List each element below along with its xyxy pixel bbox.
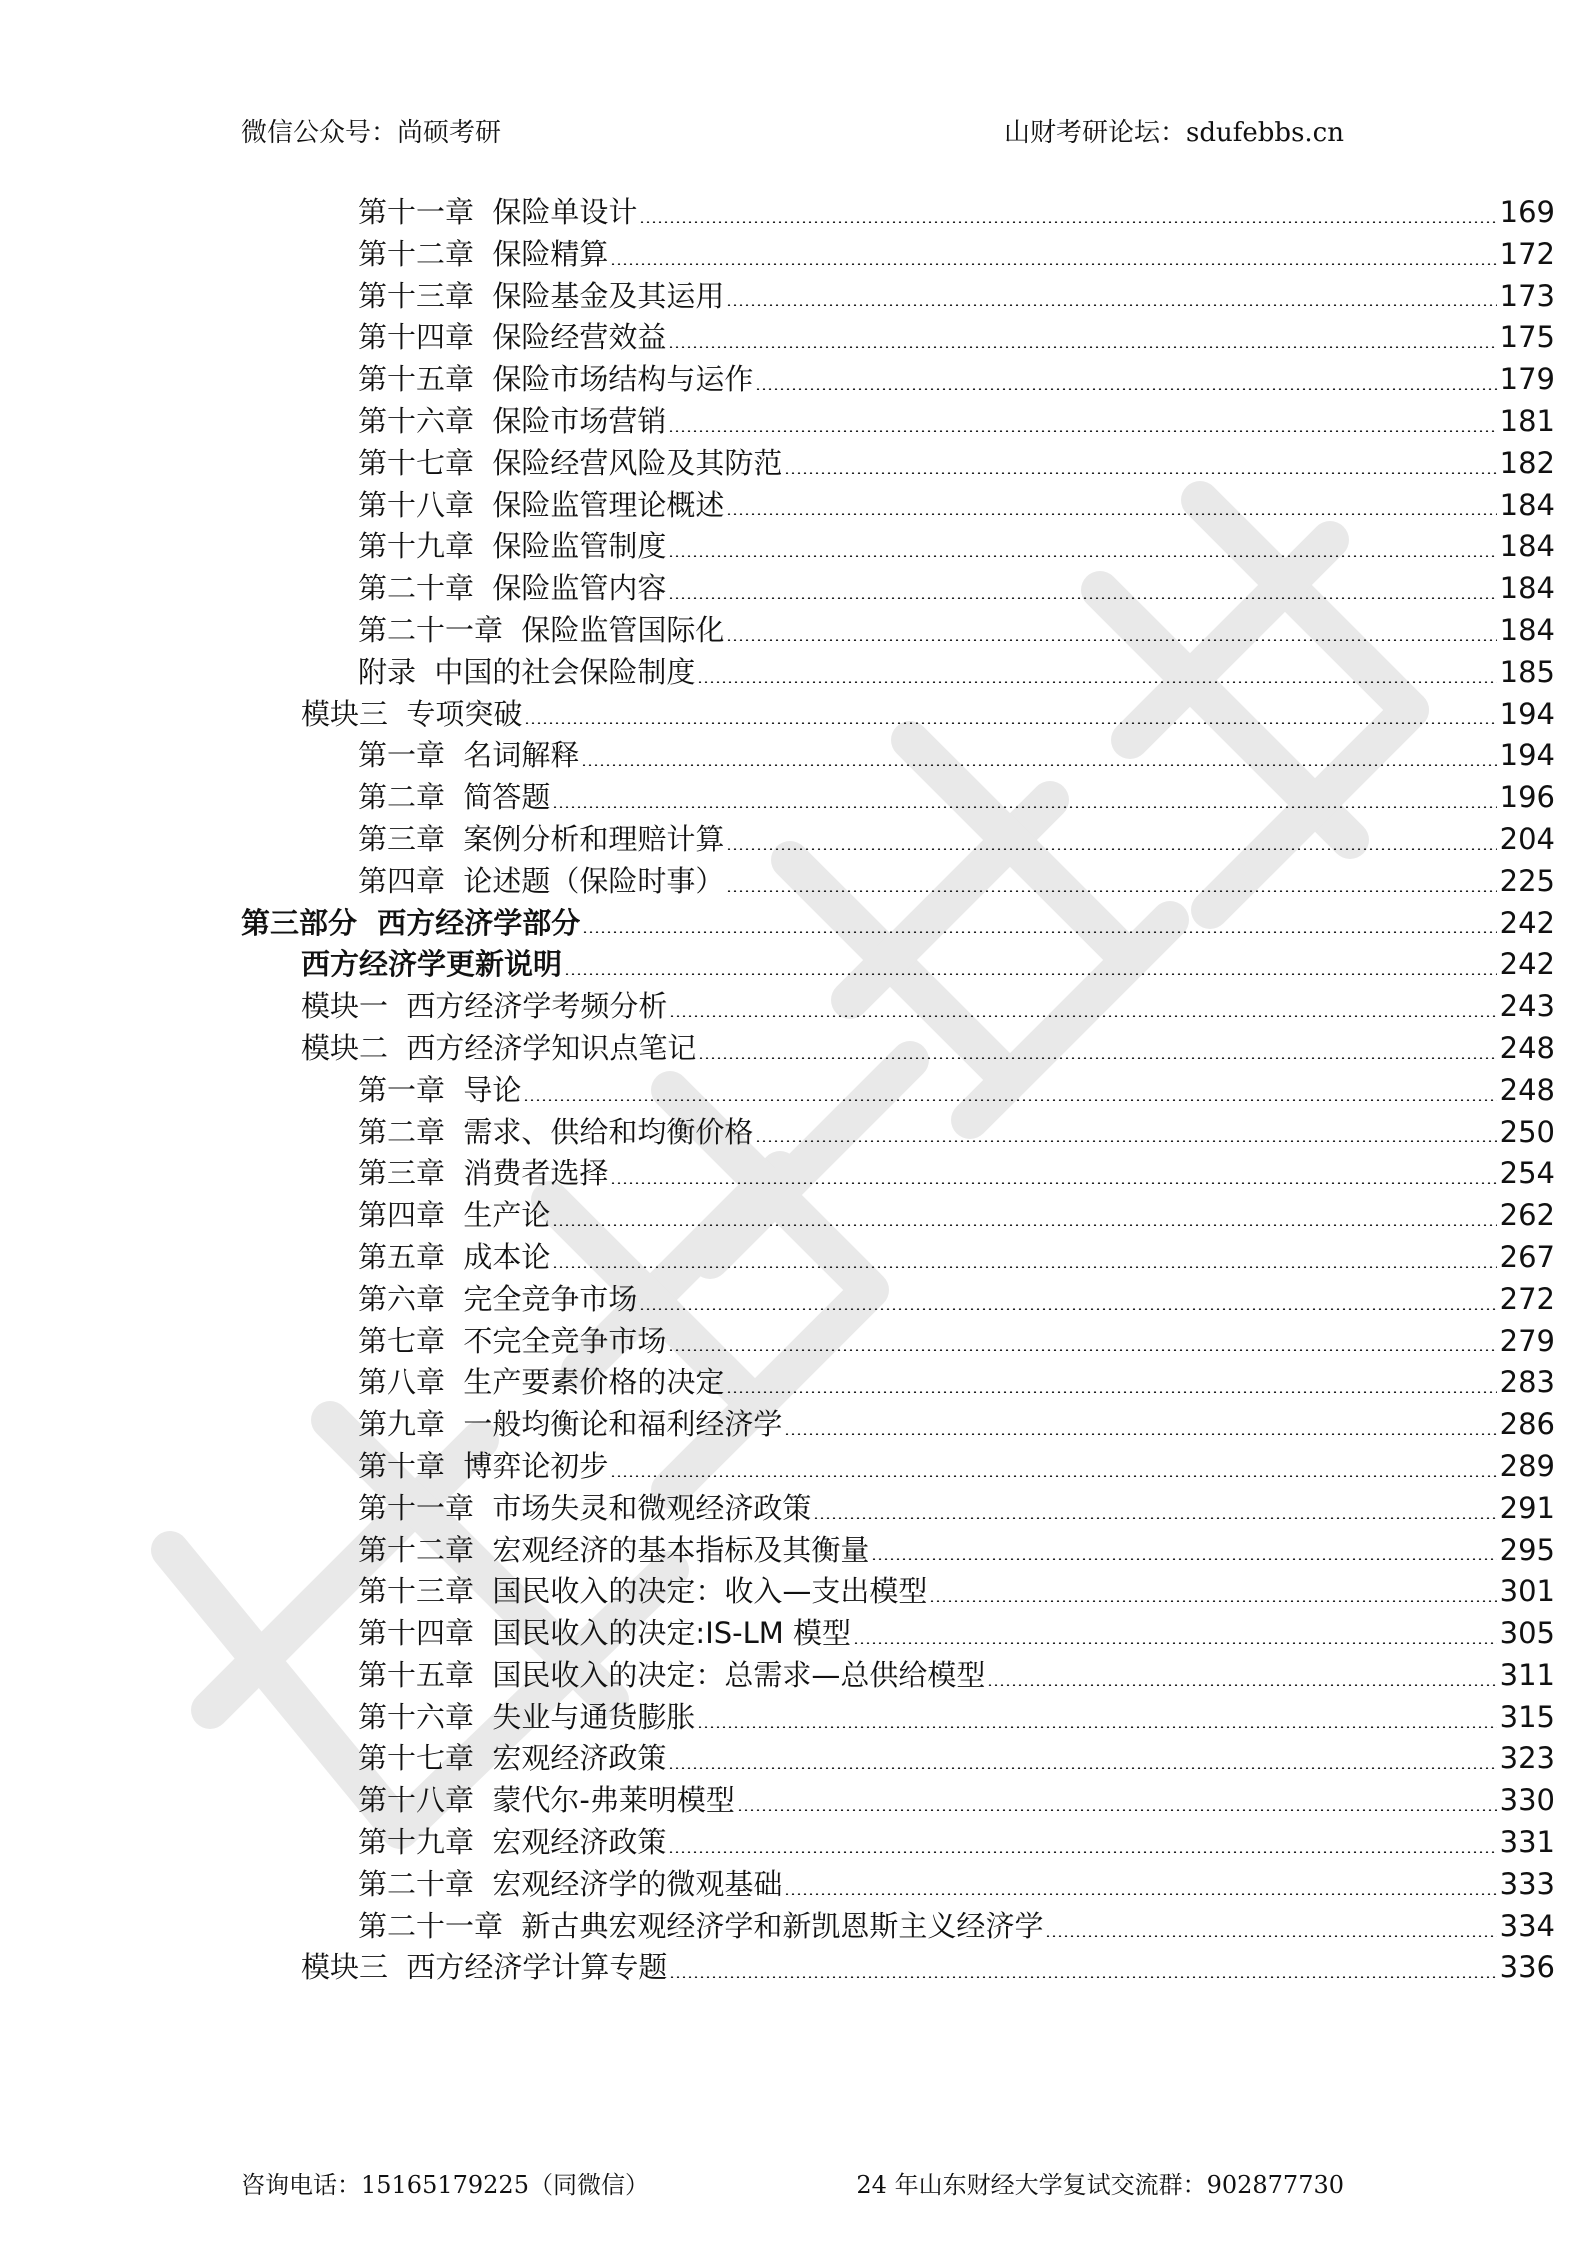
- toc-entry[interactable]: [0, 1488, 1587, 1530]
- toc-entry-page-number: 194: [1499, 738, 1555, 773]
- toc-entry[interactable]: [0, 192, 1587, 234]
- toc-entry-page-number: 330: [1499, 1783, 1555, 1818]
- toc-entry-title: 第十二章 宏观经济的基本指标及其衡量: [358, 1532, 870, 1567]
- toc-dot-leader: [853, 1642, 1497, 1644]
- toc-entry[interactable]: [0, 1446, 1587, 1488]
- toc-dot-leader: [784, 1893, 1497, 1895]
- toc-entry[interactable]: [0, 861, 1587, 903]
- toc-entry-title: 第十七章 宏观经济政策: [358, 1741, 667, 1776]
- toc-entry-title: 模块三 西方经济学计算专题: [301, 1950, 668, 1985]
- toc-entry-title: 第四章 生产论: [358, 1198, 551, 1233]
- toc-entry-title: 第二十一章 保险监管国际化: [358, 612, 725, 647]
- header-wechat-account: 微信公众号：尚硕考研: [241, 118, 502, 148]
- toc-entry-title: 第十四章 国民收入的决定:IS-LM 模型: [358, 1616, 852, 1651]
- toc-dot-leader: [929, 1600, 1497, 1602]
- toc-entry-title: 第十四章 保险经营效益: [358, 320, 667, 355]
- toc-entry-page-number: 301: [1499, 1574, 1555, 1609]
- toc-entry[interactable]: [0, 1906, 1587, 1948]
- table-of-contents: [0, 192, 1587, 1989]
- toc-entry[interactable]: [0, 276, 1587, 318]
- toc-dot-leader: [668, 1349, 1497, 1351]
- toc-entry-page-number: 286: [1499, 1407, 1555, 1442]
- toc-entry-page-number: 242: [1499, 905, 1555, 940]
- toc-entry[interactable]: [0, 1404, 1587, 1446]
- toc-entry-page-number: 185: [1499, 654, 1555, 689]
- toc-entry-page-number: 311: [1499, 1657, 1555, 1692]
- toc-entry[interactable]: [0, 1613, 1587, 1655]
- toc-entry-page-number: 175: [1499, 320, 1555, 355]
- toc-entry-title: 第二十章 保险监管内容: [358, 571, 667, 606]
- toc-dot-leader: [669, 1976, 1497, 1978]
- toc-entry-title: 第四章 论述题（保险时事）: [358, 863, 725, 898]
- toc-entry-title: 第十八章 蒙代尔-弗莱明模型: [358, 1783, 735, 1818]
- toc-dot-leader: [726, 848, 1497, 850]
- toc-entry-page-number: 248: [1499, 1030, 1555, 1065]
- toc-dot-leader: [639, 221, 1497, 223]
- footer-contact-phone: 咨询电话：15165179225（同微信）: [241, 2171, 649, 2199]
- toc-entry-page-number: 279: [1499, 1323, 1555, 1358]
- toc-entry-page-number: 262: [1499, 1198, 1555, 1233]
- toc-entry-title: 第二章 需求、供给和均衡价格: [358, 1114, 754, 1149]
- toc-entry[interactable]: [0, 317, 1587, 359]
- toc-dot-leader: [1045, 1935, 1497, 1937]
- toc-entry[interactable]: [0, 485, 1587, 527]
- toc-entry-title: 第三章 消费者选择: [358, 1156, 609, 1191]
- toc-entry-title: 第六章 完全竞争市场: [358, 1281, 638, 1316]
- toc-entry[interactable]: [0, 777, 1587, 819]
- toc-dot-leader: [726, 1391, 1497, 1393]
- toc-entry-title: 模块二 西方经济学知识点笔记: [301, 1030, 697, 1065]
- toc-entry-page-number: 184: [1499, 612, 1555, 647]
- toc-entry-page-number: 225: [1499, 863, 1555, 898]
- toc-entry-title: 模块一 西方经济学考频分析: [301, 989, 668, 1024]
- toc-entry[interactable]: [0, 1655, 1587, 1697]
- toc-entry-title: 第十五章 国民收入的决定：总需求—总供给模型: [358, 1657, 986, 1692]
- toc-entry[interactable]: [0, 1738, 1587, 1780]
- toc-entry[interactable]: [0, 735, 1587, 777]
- toc-entry-page-number: 334: [1499, 1908, 1555, 1943]
- toc-entry-page-number: 248: [1499, 1072, 1555, 1107]
- toc-dot-leader: [552, 1224, 1497, 1226]
- toc-entry-title: 第十九章 宏观经济政策: [358, 1825, 667, 1860]
- toc-dot-leader: [726, 890, 1497, 892]
- toc-dot-leader: [668, 1851, 1497, 1853]
- toc-entry-title: 第八章 生产要素价格的决定: [358, 1365, 725, 1400]
- page-footer: [241, 2165, 1344, 2205]
- toc-entry[interactable]: [0, 1153, 1587, 1195]
- toc-dot-leader: [698, 1057, 1497, 1059]
- toc-entry[interactable]: [0, 1780, 1587, 1822]
- toc-entry-page-number: 336: [1499, 1950, 1555, 1985]
- toc-entry-title: 附录 中国的社会保险制度: [358, 654, 696, 689]
- toc-entry-page-number: 173: [1499, 278, 1555, 313]
- toc-entry-page-number: 243: [1499, 989, 1555, 1024]
- toc-entry-page-number: 291: [1499, 1490, 1555, 1525]
- toc-dot-leader: [524, 722, 1497, 724]
- toc-dot-leader: [564, 973, 1497, 975]
- toc-entry-page-number: 184: [1499, 571, 1555, 606]
- toc-dot-leader: [552, 1266, 1497, 1268]
- toc-entry-page-number: 194: [1499, 696, 1555, 731]
- toc-entry-title: 第十二章 保险精算: [358, 236, 609, 271]
- toc-dot-leader: [552, 806, 1497, 808]
- toc-entry-page-number: 272: [1499, 1281, 1555, 1316]
- toc-dot-leader: [755, 388, 1497, 390]
- footer-exchange-group: 24 年山东财经大学复试交流群：902877730: [856, 2171, 1344, 2199]
- toc-dot-leader: [668, 346, 1497, 348]
- toc-dot-leader: [668, 430, 1497, 432]
- toc-entry-page-number: 283: [1499, 1365, 1555, 1400]
- toc-entry-title: 第五章 成本论: [358, 1239, 551, 1274]
- toc-entry-page-number: 323: [1499, 1741, 1555, 1776]
- toc-entry[interactable]: [0, 568, 1587, 610]
- toc-entry-page-number: 184: [1499, 487, 1555, 522]
- toc-dot-leader: [737, 1809, 1497, 1811]
- toc-entry-title: 第十章 博弈论初步: [358, 1448, 609, 1483]
- toc-dot-leader: [784, 472, 1497, 474]
- toc-entry-title: 第十三章 国民收入的决定：收入—支出模型: [358, 1574, 928, 1609]
- toc-dot-leader: [669, 1015, 1497, 1017]
- toc-dot-leader: [581, 764, 1497, 766]
- toc-entry[interactable]: [0, 1571, 1587, 1613]
- toc-entry[interactable]: [0, 401, 1587, 443]
- toc-entry-title: 第十五章 保险市场结构与运作: [358, 362, 754, 397]
- toc-entry-page-number: 305: [1499, 1616, 1555, 1651]
- toc-dot-leader: [639, 1308, 1497, 1310]
- toc-entry-title: 第二章 简答题: [358, 780, 551, 815]
- toc-entry-title: 第十六章 保险市场营销: [358, 403, 667, 438]
- toc-entry[interactable]: [0, 944, 1587, 986]
- toc-entry-page-number: 242: [1499, 947, 1555, 982]
- header-forum-site: 山财考研论坛：sdufebbs.cn: [1004, 118, 1344, 148]
- toc-entry[interactable]: [0, 694, 1587, 736]
- toc-dot-leader: [668, 597, 1497, 599]
- toc-dot-leader: [582, 931, 1497, 933]
- toc-dot-leader: [610, 1475, 1497, 1477]
- toc-entry[interactable]: [0, 1947, 1587, 1989]
- toc-entry-page-number: 267: [1499, 1239, 1555, 1274]
- toc-dot-leader: [726, 513, 1497, 515]
- toc-dot-leader: [610, 263, 1497, 265]
- toc-entry[interactable]: [0, 1070, 1587, 1112]
- toc-entry-page-number: 295: [1499, 1532, 1555, 1567]
- toc-entry[interactable]: [0, 903, 1587, 945]
- toc-entry[interactable]: [0, 1321, 1587, 1363]
- toc-entry-page-number: 204: [1499, 821, 1555, 856]
- toc-rows: [0, 192, 1587, 1989]
- toc-dot-leader: [987, 1684, 1497, 1686]
- toc-entry-title: 第十三章 保险基金及其运用: [358, 278, 725, 313]
- toc-dot-leader: [668, 555, 1497, 557]
- toc-dot-leader: [610, 1182, 1497, 1184]
- toc-entry[interactable]: [0, 526, 1587, 568]
- toc-entry[interactable]: [0, 986, 1587, 1028]
- toc-entry-title: 第十一章 保险单设计: [358, 195, 638, 229]
- toc-entry[interactable]: [0, 819, 1587, 861]
- toc-entry-page-number: 315: [1499, 1699, 1555, 1734]
- page-header: [241, 112, 1344, 152]
- toc-dot-leader: [755, 1140, 1497, 1142]
- toc-entry[interactable]: [0, 359, 1587, 401]
- toc-entry-page-number: 289: [1499, 1448, 1555, 1483]
- toc-entry-page-number: 179: [1499, 362, 1555, 397]
- toc-entry-title: 第一章 名词解释: [358, 738, 580, 773]
- toc-entry-page-number: 333: [1499, 1866, 1555, 1901]
- toc-dot-leader: [784, 1433, 1497, 1435]
- toc-entry-page-number: 250: [1499, 1114, 1555, 1149]
- toc-entry[interactable]: [0, 234, 1587, 276]
- toc-entry-page-number: 254: [1499, 1156, 1555, 1191]
- toc-entry-title: 西方经济学更新说明: [301, 947, 563, 982]
- toc-dot-leader: [668, 1767, 1497, 1769]
- toc-entry-page-number: 169: [1499, 195, 1555, 229]
- toc-entry-title: 第三部分 西方经济学部分: [241, 905, 581, 940]
- toc-entry[interactable]: [0, 1112, 1587, 1154]
- toc-entry[interactable]: [0, 1864, 1587, 1906]
- toc-dot-leader: [697, 681, 1497, 683]
- toc-dot-leader: [523, 1099, 1497, 1101]
- toc-entry[interactable]: [0, 1362, 1587, 1404]
- toc-entry-title: 模块三 专项突破: [301, 696, 523, 731]
- toc-entry-title: 第二十章 宏观经济学的微观基础: [358, 1866, 783, 1901]
- toc-dot-leader: [697, 1726, 1497, 1728]
- toc-dot-leader: [726, 639, 1497, 641]
- toc-dot-leader: [871, 1558, 1497, 1560]
- toc-entry-title: 第二十一章 新古典宏观经济学和新凯恩斯主义经济学: [358, 1908, 1044, 1943]
- toc-entry[interactable]: [0, 443, 1587, 485]
- toc-entry-page-number: 331: [1499, 1825, 1555, 1860]
- toc-entry-title: 第十一章 市场失灵和微观经济政策: [358, 1490, 812, 1525]
- toc-entry[interactable]: [0, 652, 1587, 694]
- toc-entry[interactable]: [0, 610, 1587, 652]
- toc-entry-title: 第九章 一般均衡论和福利经济学: [358, 1407, 783, 1442]
- toc-entry-title: 第七章 不完全竞争市场: [358, 1323, 667, 1358]
- toc-entry-page-number: 184: [1499, 529, 1555, 564]
- toc-entry-title: 第一章 导论: [358, 1072, 522, 1107]
- toc-dot-leader: [726, 304, 1497, 306]
- toc-entry[interactable]: [0, 1237, 1587, 1279]
- toc-entry-title: 第十九章 保险监管制度: [358, 529, 667, 564]
- toc-entry-title: 第十八章 保险监管理论概述: [358, 487, 725, 522]
- toc-entry-title: 第十六章 失业与通货膨胀: [358, 1699, 696, 1734]
- toc-entry[interactable]: [0, 1195, 1587, 1237]
- toc-entry-title: 第三章 案例分析和理赔计算: [358, 821, 725, 856]
- toc-entry-page-number: 181: [1499, 403, 1555, 438]
- toc-entry-page-number: 182: [1499, 445, 1555, 480]
- toc-entry[interactable]: [0, 1530, 1587, 1572]
- toc-entry[interactable]: [0, 1279, 1587, 1321]
- toc-entry-page-number: 172: [1499, 236, 1555, 271]
- toc-dot-leader: [813, 1517, 1497, 1519]
- toc-entry[interactable]: [0, 1822, 1587, 1864]
- toc-entry[interactable]: [0, 1028, 1587, 1070]
- toc-entry-page-number: 196: [1499, 780, 1555, 815]
- toc-entry[interactable]: [0, 1697, 1587, 1739]
- toc-entry-title: 第十七章 保险经营风险及其防范: [358, 445, 783, 480]
